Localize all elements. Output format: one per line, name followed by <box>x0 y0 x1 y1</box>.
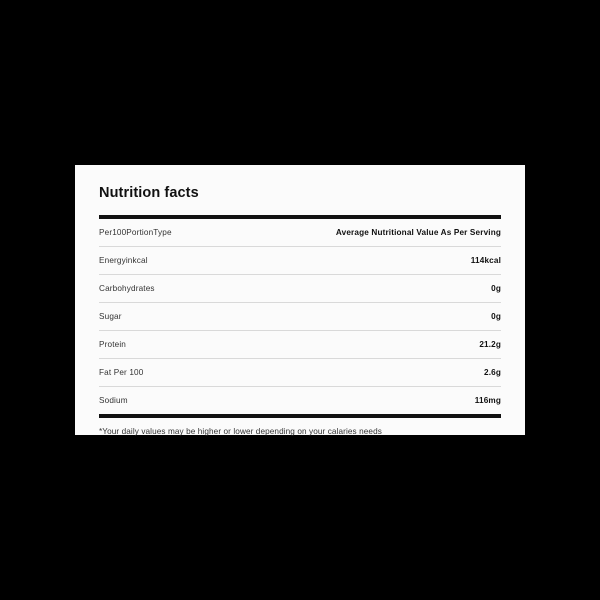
nutrient-label: Protein <box>99 340 126 349</box>
divider-bottom-thick <box>99 414 501 418</box>
page-title: Nutrition facts <box>99 185 199 201</box>
table-row <box>99 387 501 414</box>
nutrient-label: Energyinkcal <box>99 256 148 265</box>
table-row <box>99 331 501 358</box>
table-header-row <box>99 219 501 246</box>
nutrient-label: Fat Per 100 <box>99 368 144 377</box>
nutrient-value: 21.2g <box>479 340 501 349</box>
table-header-right: Average Nutritional Value As Per Serving <box>335 228 501 237</box>
nutrient-value: 116mg <box>474 396 501 405</box>
nutrient-value: 0g <box>491 284 501 293</box>
nutrient-label: Sodium <box>99 396 128 405</box>
table-row <box>99 247 501 274</box>
table-header-left: Per100PortionType <box>99 228 172 237</box>
nutrient-value: 2.6g <box>484 368 501 377</box>
nutrient-label: Sugar <box>99 312 122 321</box>
nutrition-facts-card <box>75 165 525 435</box>
footnote: *Your daily values may be higher or lower depending on your calaries needs <box>99 427 382 436</box>
table-row <box>99 275 501 302</box>
table-row <box>99 359 501 386</box>
nutrient-value: 114kcal <box>470 256 501 265</box>
nutrient-label: Carbohydrates <box>99 284 155 293</box>
table-row <box>99 303 501 330</box>
nutrient-value: 0g <box>491 312 501 321</box>
